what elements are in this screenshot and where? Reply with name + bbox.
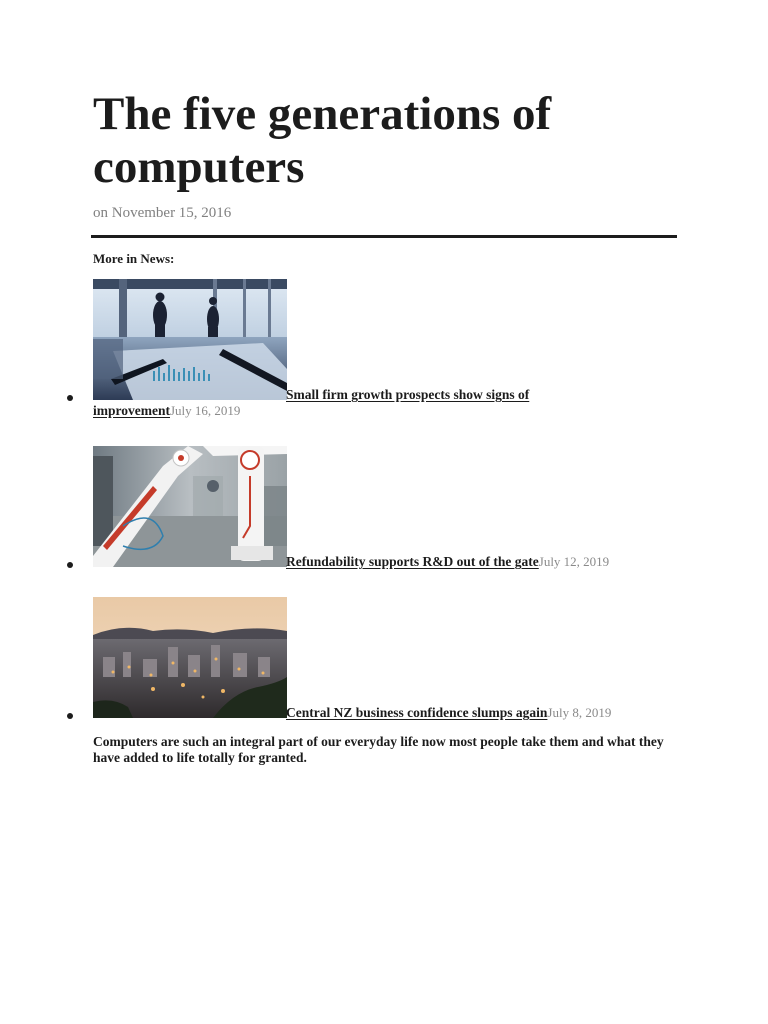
news-date: July 16, 2019: [170, 403, 241, 418]
news-date: July 12, 2019: [538, 554, 610, 569]
news-headline-link[interactable]: Central NZ business confidence slumps again: [286, 705, 548, 720]
list-item: [93, 279, 673, 424]
bullet-icon: [67, 395, 73, 401]
news-headline-link[interactable]: Small firm growth prospects show signs of: [286, 387, 530, 402]
wellington-city-image[interactable]: [93, 597, 287, 718]
list-item: [93, 597, 673, 722]
business-meeting-chart-image[interactable]: [93, 279, 287, 400]
divider: [91, 235, 677, 238]
article-title: The five generations of computers: [93, 88, 552, 193]
news-headline-link-continued[interactable]: improvement: [93, 403, 170, 418]
more-in-news-heading: More in News:: [93, 251, 175, 266]
bullet-icon: [67, 562, 73, 568]
article-date: on November 15, 2016: [93, 205, 232, 221]
article-intro-paragraph: Computers are such an integral part of our everyday life now most people take them and what they have added to life totally for granted.: [93, 734, 664, 765]
list-item: [93, 446, 673, 571]
news-headline-link[interactable]: Refundability supports R&D out of the gate: [286, 554, 539, 569]
robotic-arm-image[interactable]: [93, 446, 287, 567]
news-date: July 8, 2019: [547, 705, 612, 720]
bullet-icon: [67, 713, 73, 719]
